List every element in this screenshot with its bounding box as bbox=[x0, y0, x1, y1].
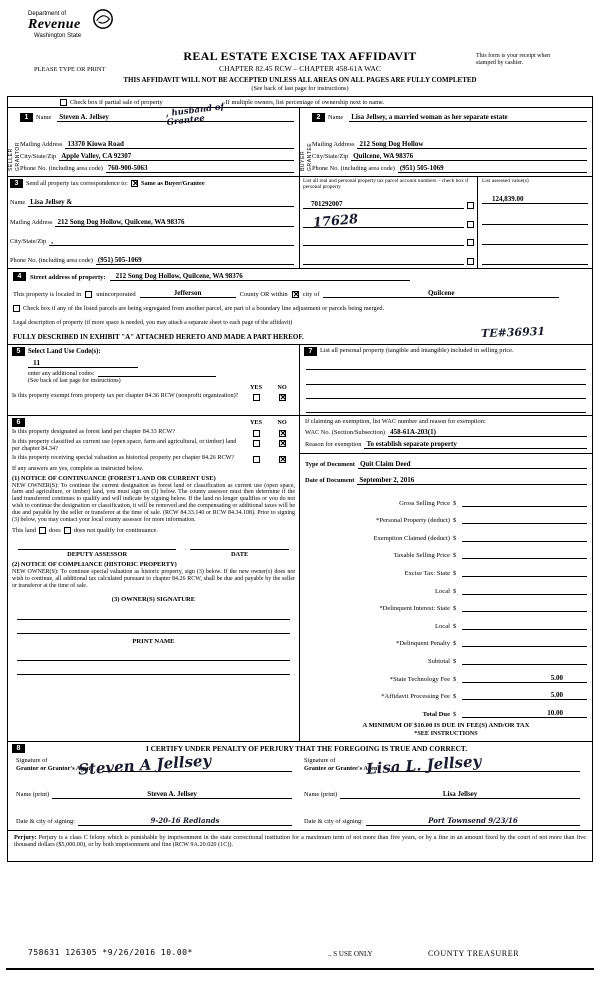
buyer-phone-value[interactable]: (951) 505-1069 bbox=[398, 164, 587, 173]
affidavit-form bbox=[7, 96, 593, 862]
buyer-name-value[interactable]: Lisa Jellsey, a married woman as her separate estate bbox=[349, 113, 587, 122]
print-name-line-2[interactable] bbox=[17, 661, 290, 675]
bottom-rule bbox=[6, 968, 594, 970]
city-value[interactable]: Quilcene bbox=[323, 289, 559, 298]
fee-row-local-2 bbox=[305, 612, 587, 630]
grantee-signature: Lisa L. Jellsey bbox=[365, 751, 482, 779]
section-7-column bbox=[300, 345, 592, 741]
deputy-assessor-signature-line[interactable] bbox=[18, 542, 176, 550]
parcel-4-personal-checkbox[interactable] bbox=[467, 258, 474, 265]
seller-side-label bbox=[8, 108, 20, 176]
street-address-value[interactable]: 212 Song Dog Hollow, Quilcene, WA 98376 bbox=[110, 272, 410, 281]
buyer-name-label: Name bbox=[328, 114, 344, 121]
perjury-text: Perjury is a class C felony which is punishable by imprisonment in the state correctional institution for a maximum term of not more than five years, or by a fine in an amount fixed by the court of not more than five thousand dollars ($5,000.00), or by both imprisonment and fine (RCW 9A.20.020 (1C)). bbox=[14, 834, 587, 849]
dollar-sign: $ bbox=[453, 552, 457, 560]
fee-label: Local bbox=[434, 622, 450, 630]
section-6-designations bbox=[8, 415, 299, 741]
receipt-note: This form is your receipt when stamped by cashier. bbox=[476, 53, 551, 66]
fee-row-delinquent-interest-state bbox=[305, 595, 587, 613]
partial-sale-checkbox[interactable] bbox=[60, 99, 67, 106]
land-does-not-checkbox[interactable] bbox=[64, 527, 71, 534]
tax-correspondence-block bbox=[8, 177, 300, 268]
fee-row-delinquent-penalty bbox=[305, 630, 587, 648]
grantor-signature: Steven A Jellsey bbox=[77, 751, 212, 779]
fee-value[interactable] bbox=[462, 515, 587, 524]
yes-header: YES bbox=[249, 384, 263, 391]
parcel-numbers-column bbox=[300, 177, 478, 268]
parcel-row-2 bbox=[303, 209, 474, 231]
certify-statement: I CERTIFY UNDER PENALTY OF PERJURY THAT THE FOREGOING IS TRUE AND CORRECT. bbox=[145, 744, 468, 753]
located-in-label: This property is located in bbox=[13, 290, 82, 298]
buyer-grantee-block bbox=[300, 108, 592, 176]
grantee-signature-block bbox=[300, 753, 588, 828]
assessed-1-value[interactable]: 124,839.00 bbox=[482, 195, 588, 204]
additional-codes-line[interactable] bbox=[98, 370, 216, 377]
notice-continuance-title: (1) NOTICE OF CONTINUANCE (FOREST LAND OR CURRENT USE) bbox=[12, 474, 216, 482]
corr-city-label: City/State/Zip bbox=[10, 237, 47, 245]
fee-value[interactable] bbox=[462, 498, 587, 507]
section-3-row bbox=[8, 177, 592, 269]
grantor-name-print-label: Name (print) bbox=[16, 791, 50, 798]
grantee-word: GRANTEE bbox=[306, 142, 313, 171]
if-yes-note: If any answers are yes, complete as instructed below. bbox=[12, 464, 144, 472]
corr-phone-value[interactable]: (951) 505-1069 bbox=[96, 256, 294, 265]
dollar-sign: $ bbox=[453, 570, 457, 578]
additional-codes-label: enter any additional codes: bbox=[28, 370, 95, 377]
print-name-line-1[interactable] bbox=[17, 647, 290, 661]
grantee-name-print-label: Name (print) bbox=[304, 791, 338, 798]
corr-city-value[interactable]: , bbox=[49, 237, 294, 246]
corr-mailing-label: Mailing Address bbox=[10, 218, 53, 226]
washington-state-label: Washington State bbox=[34, 33, 82, 39]
grantee-signature-of-label: Signature of bbox=[304, 757, 336, 764]
dollar-sign: $ bbox=[453, 587, 457, 595]
corr-name-label: Name bbox=[10, 199, 26, 207]
notice-compliance-title: (2) NOTICE OF COMPLIANCE (HISTORIC PROPERTY) bbox=[12, 561, 177, 569]
segregated-checkbox[interactable] bbox=[13, 305, 20, 312]
fee-value[interactable] bbox=[462, 586, 587, 595]
minimum-due-note: A MINIMUM OF $10.00 IS DUE IN FEE(S) AND/OR TAX bbox=[362, 722, 530, 729]
fee-label: *Delinquent Interest: State bbox=[379, 605, 450, 613]
wac-label: WAC No. (Section/Subsection) bbox=[305, 429, 386, 436]
dollar-sign: $ bbox=[453, 622, 457, 630]
notice-continuance-body: NEW OWNER(S): To continue the current designation as forest land or classification as current use (open space, farm and agriculture, or timber) land, you must sign on (3) below. The county assessor must then determine if the land transferred continues to qualify and will indicate by signing below. If the land no longer qualifies or you do not wish to continue the designation or classification, it will be removed and the compensating or additional taxes will be due and payable by the seller or transferor at the time of sale. (RCW 84.33.140 or RCW 84.34.108). Prior to signing (3) below, you may contact your local county assessor for more information. bbox=[12, 482, 295, 523]
assessed-values-column bbox=[478, 177, 592, 268]
parcel-row-3 bbox=[303, 228, 474, 247]
dollar-sign: $ bbox=[453, 693, 457, 701]
buyer-city-label: City/State/Zip bbox=[312, 153, 349, 160]
fee-value[interactable] bbox=[462, 621, 587, 630]
land-qualify-row bbox=[12, 527, 295, 534]
fee-label: Taxable Selling Price bbox=[393, 552, 450, 560]
fee-label: Excise Tax: State bbox=[404, 570, 450, 578]
fee-value[interactable]: 5.00 bbox=[462, 674, 587, 683]
land-use-code-value[interactable]: 11 bbox=[28, 358, 138, 368]
grantee-date-city-label: Date & city of signing: bbox=[304, 818, 363, 825]
grantee-date-city-value[interactable]: Port Townsend 9/23/16 bbox=[366, 817, 580, 826]
seller-city-label: City/State/Zip bbox=[20, 153, 57, 160]
section-4-row bbox=[8, 269, 592, 345]
section-5-land-use bbox=[8, 345, 299, 415]
reason-label: Reason for exemption bbox=[305, 441, 362, 448]
fee-row-subtotal bbox=[305, 647, 587, 665]
parcel-row-4 bbox=[303, 246, 474, 265]
fee-row-exemption-claimed bbox=[305, 524, 587, 542]
parcel-2-personal-checkbox[interactable] bbox=[467, 221, 474, 228]
section-5-number: 5 bbox=[12, 347, 25, 356]
current-use-question-row bbox=[12, 439, 295, 453]
perjury-lead: Perjury: bbox=[14, 834, 37, 841]
section-7-number: 7 bbox=[304, 347, 317, 356]
historic-yes-checkbox[interactable] bbox=[253, 456, 260, 463]
grantor-signature-line[interactable] bbox=[77, 751, 292, 779]
dept-of-label: Department of bbox=[28, 11, 67, 17]
forest-yes-checkbox[interactable] bbox=[253, 430, 260, 437]
notice-compliance-body: NEW OWNER(S): To continue special valuation as historic property, sign (3) below. If the new owner(s) does not wish to continue, all additional tax calculated pursuant to chapter 84.26 RCW, shall be due and payable by the seller or transferor at the time of sale. bbox=[12, 569, 295, 589]
buyer-city-value[interactable]: Quilcene, WA 98376 bbox=[351, 152, 587, 161]
fee-value[interactable]: 5.00 bbox=[462, 691, 587, 700]
revenue-label: Revenue bbox=[28, 17, 81, 32]
does-label: does bbox=[48, 527, 61, 535]
personal-property-line-3[interactable] bbox=[306, 388, 586, 399]
current-use-question: Is this property classified as current use (open space, farm and agricultural, or timber) land per chapter 84.34? bbox=[12, 438, 237, 452]
seller-phone-label: Phone No. (including area code) bbox=[20, 165, 103, 172]
see-back-instructions-note: (See back of last page for instructions) bbox=[28, 378, 121, 384]
parcel-1-personal-checkbox[interactable] bbox=[467, 202, 474, 209]
see-instructions-note: *SEE INSTRUCTIONS bbox=[414, 730, 478, 737]
current-use-no-checkbox[interactable] bbox=[279, 440, 286, 447]
personal-property-label: List all personal property (tangible and intangible) included in selling price. bbox=[320, 347, 514, 354]
dollar-sign: $ bbox=[453, 658, 457, 666]
buyer-phone-label: Phone No. (including area code) bbox=[312, 165, 395, 172]
assessed-2-line[interactable] bbox=[482, 216, 588, 225]
date-of-document-value[interactable]: September 2, 2016 bbox=[357, 476, 587, 485]
legal-description-value: FULLY DESCRIBED IN EXHIBIT "A" ATTACHED HERETO AND MADE A PART HEREOF. bbox=[13, 333, 304, 341]
not-accepted-notice: THIS AFFIDAVIT WILL NOT BE ACCEPTED UNLESS ALL AREAS ON ALL PAGES ARE FULLY COMPLETED bbox=[123, 76, 477, 84]
grantor-word: GRANTOR bbox=[14, 141, 21, 171]
fee-row-gross-selling-price bbox=[305, 489, 587, 507]
perjury-notice bbox=[8, 831, 592, 861]
parcel-numbers-header: List all real and personal property tax parcel account numbers – check box if personal property bbox=[303, 178, 469, 190]
grantor-signature-of-label: Signature of bbox=[16, 757, 48, 764]
forest-question: Is this property designated as forest land per chapter 84.33 RCW? bbox=[12, 428, 176, 435]
grantee-signature-line[interactable] bbox=[365, 751, 580, 779]
forest-question-row bbox=[12, 429, 295, 437]
parcel-1-value[interactable]: 701292007 bbox=[303, 200, 464, 209]
owner-signature-line-2[interactable] bbox=[17, 620, 290, 634]
personal-property-line-4[interactable] bbox=[306, 402, 586, 413]
treasurer-use-only-label: .. S USE ONLY bbox=[328, 950, 373, 958]
fee-value[interactable] bbox=[462, 550, 587, 559]
personal-property-line-1[interactable] bbox=[306, 359, 586, 370]
grantee-name-print-value[interactable]: Lisa Jellsey bbox=[340, 790, 580, 799]
assessed-values-header: List assessed value(s) bbox=[482, 178, 529, 184]
fee-value[interactable] bbox=[462, 656, 587, 665]
forest-no-checkbox[interactable] bbox=[279, 430, 286, 437]
personal-property-block bbox=[300, 345, 592, 415]
fee-label: *Affidavit Processing Fee bbox=[381, 693, 450, 701]
see-back-note: (See back of last page for instructions) bbox=[251, 85, 349, 92]
same-as-buyer-checkbox[interactable] bbox=[131, 180, 138, 187]
wac-value[interactable]: 458-61A-203(1) bbox=[388, 428, 587, 437]
print-name-label: PRINT NAME bbox=[132, 637, 175, 645]
county-value[interactable]: Jefferson bbox=[140, 289, 236, 298]
type-of-document-label: Type of Document bbox=[305, 461, 355, 468]
parcel-2-handwritten: 17628 bbox=[312, 211, 359, 231]
grantee-agent-label: Grantee or Grantee's Agent bbox=[304, 764, 380, 772]
no-header: NO bbox=[277, 384, 287, 391]
no-header-2: NO bbox=[277, 419, 287, 426]
exemption-intro: If claiming an exemption, list WAC number and reason for exemption: bbox=[305, 418, 486, 425]
deputy-date-label: DATE bbox=[230, 551, 249, 559]
county-treasurer-label: COUNTY TREASURER bbox=[428, 949, 520, 958]
document-block bbox=[300, 454, 592, 485]
parcel-4-line[interactable] bbox=[303, 256, 464, 265]
fee-row-taxable-selling-price bbox=[305, 542, 587, 560]
main-columns-row bbox=[8, 345, 592, 742]
this-land-label: This land bbox=[12, 527, 36, 535]
fees-table bbox=[300, 485, 592, 718]
cashier-receipt-stamp: 758631 126305 *9/26/2016 10.00* bbox=[28, 948, 193, 957]
exempt-question-row bbox=[12, 393, 295, 401]
dollar-sign: $ bbox=[453, 517, 457, 525]
fee-row-affidavit-processing-fee bbox=[305, 683, 587, 701]
seller-mailing-label: Mailing Address bbox=[20, 141, 63, 148]
buyer-mailing-label: Mailing Address bbox=[312, 141, 355, 148]
dollar-sign: $ bbox=[453, 675, 457, 683]
reason-value[interactable]: To establish separate property bbox=[364, 440, 587, 449]
land-use-label: Select Land Use Code(s): bbox=[28, 348, 101, 355]
historic-no-checkbox[interactable] bbox=[279, 456, 286, 463]
street-address-label: Street address of property: bbox=[30, 274, 106, 281]
dollar-sign: $ bbox=[453, 605, 457, 613]
unincorporated-label: unincorporated bbox=[96, 290, 136, 298]
dor-logo-icon bbox=[92, 8, 114, 30]
fee-label: Exemption Claimed (deduct) bbox=[373, 534, 450, 542]
type-of-document-value[interactable]: Quit Claim Deed bbox=[358, 460, 587, 469]
seller-name-label: Name bbox=[36, 114, 52, 121]
corr-mailing-value[interactable]: 212 Song Dog Hollow, Quilcene, WA 98376 bbox=[55, 218, 294, 227]
dor-logo bbox=[28, 11, 81, 39]
chapter-label: CHAPTER 82.45 RCW – CHAPTER 458-61A WAC bbox=[219, 64, 381, 73]
corr-phone-label: Phone No. (including area code) bbox=[10, 257, 93, 264]
fee-row-local-1 bbox=[305, 577, 587, 595]
personal-property-line-2[interactable] bbox=[306, 374, 586, 385]
legal-handwritten-note: TE#36931 bbox=[480, 324, 546, 341]
fee-row-excise-tax-state bbox=[305, 559, 587, 577]
dollar-sign: $ bbox=[453, 640, 457, 648]
current-use-yes-checkbox[interactable] bbox=[253, 440, 260, 447]
fee-row-total-due bbox=[305, 700, 587, 718]
partial-sale-label: Check box if partial sale of property bbox=[70, 98, 163, 106]
fee-label: Gross Selling Price bbox=[399, 499, 450, 507]
grantor-name-print-value[interactable]: Steven A. Jellsey bbox=[52, 790, 292, 799]
fee-label: *Delinquent Penalty bbox=[395, 640, 450, 648]
grantor-date-city-label: Date & city of signing: bbox=[16, 818, 75, 825]
grantor-agent-label: Grantor or Grantor's Agent bbox=[16, 764, 93, 772]
exempt-no-checkbox[interactable] bbox=[279, 394, 286, 401]
dollar-sign: $ bbox=[453, 534, 457, 542]
section-6-number: 6 bbox=[12, 418, 25, 427]
deputy-date-line[interactable] bbox=[190, 542, 289, 550]
legal-description-label: Legal description of property (if more space is needed, you may attach a separate sheet to each page of the affidavit) bbox=[13, 319, 293, 326]
dollar-sign: $ bbox=[453, 710, 457, 718]
historic-question-row bbox=[12, 455, 295, 463]
fee-row-state-technology-fee bbox=[305, 665, 587, 683]
same-as-buyer-label: Same as Buyer/Grantee bbox=[140, 180, 205, 187]
seller-word: SELLER bbox=[7, 148, 14, 171]
dollar-sign: $ bbox=[453, 499, 457, 507]
section-4-number: 4 bbox=[13, 272, 26, 281]
seller-name-handwritten: , husband of Grantee bbox=[165, 102, 225, 129]
county-or-within-label: County OR within bbox=[239, 290, 288, 298]
assessed-3-line[interactable] bbox=[482, 236, 588, 245]
fee-label: *State Technology Fee bbox=[389, 675, 450, 683]
corr-name-value[interactable]: Lisa Jellsey & bbox=[28, 198, 294, 207]
send-correspondence-label: Send all property tax correspondence to: bbox=[26, 180, 128, 187]
does-not-label: does not qualify for continuance. bbox=[73, 527, 158, 535]
fee-label: Local bbox=[434, 587, 450, 595]
left-column bbox=[8, 345, 300, 741]
buyer-word: BUYER bbox=[299, 150, 306, 171]
fee-row-personal-property-deduct bbox=[305, 507, 587, 525]
deputy-assessor-row bbox=[12, 542, 295, 558]
seller-city-value[interactable]: Apple Valley, CA 92307 bbox=[59, 152, 294, 161]
section-8-certification bbox=[8, 742, 592, 831]
city-of-checkbox[interactable] bbox=[292, 291, 299, 298]
fee-value[interactable] bbox=[462, 568, 587, 577]
city-of-label: city of bbox=[302, 290, 320, 298]
exempt-question: Is this property exempt from property tax per chapter 84.36 RCW (nonprofit organization)? bbox=[12, 392, 239, 399]
section-8-number: 8 bbox=[12, 744, 25, 753]
date-of-document-label: Date of Document bbox=[305, 477, 355, 484]
form-title: REAL ESTATE EXCISE TAX AFFIDAVIT bbox=[183, 49, 417, 63]
fee-value[interactable] bbox=[462, 603, 587, 612]
seller-mailing-value[interactable]: 13370 Kiowa Road bbox=[65, 140, 294, 149]
buyer-mailing-value[interactable]: 212 Song Dog Hollow bbox=[357, 140, 587, 149]
parcel-2-line[interactable] bbox=[303, 211, 464, 231]
parcel-row-1 bbox=[303, 190, 474, 209]
section-1-number: 1 bbox=[20, 113, 33, 122]
fee-value[interactable] bbox=[462, 533, 587, 542]
fee-value[interactable]: 10.00 bbox=[462, 709, 587, 718]
grantor-signature-block bbox=[12, 753, 300, 828]
parcel-3-personal-checkbox[interactable] bbox=[467, 239, 474, 246]
seller-phone-value[interactable]: 760-900-5063 bbox=[106, 164, 294, 173]
owners-signature-label: (3) OWNER(S) SIGNATURE bbox=[111, 595, 196, 603]
land-does-checkbox[interactable] bbox=[39, 527, 46, 534]
owner-signature-line-1[interactable] bbox=[17, 606, 290, 620]
fee-label: Total Due bbox=[422, 710, 450, 718]
buyer-side-label bbox=[300, 108, 312, 176]
assessed-4-line[interactable] bbox=[482, 256, 588, 265]
fee-label: *Personal Property (deduct) bbox=[376, 517, 450, 525]
historic-question: Is this property receiving special valuation as historical property per chapter 84.26 RCW? bbox=[12, 453, 235, 461]
parcel-3-line[interactable] bbox=[303, 237, 464, 246]
please-type-label: PLEASE TYPE OR PRINT bbox=[34, 66, 106, 73]
fee-value[interactable] bbox=[462, 638, 587, 647]
grantor-date-city-value[interactable]: 9-20-16 Redlands bbox=[78, 817, 292, 826]
segregated-label: Check box if any of the listed parcels are being segregated from another parcel, are part of a boundary line adjustment or parcels being merged. bbox=[23, 305, 385, 312]
deputy-assessor-label: DEPUTY ASSESSOR bbox=[67, 551, 128, 559]
exemption-block bbox=[300, 415, 592, 454]
section-2-number: 2 bbox=[312, 113, 325, 122]
seller-name-value[interactable]: Steven A. Jellsey bbox=[57, 113, 294, 122]
yes-header-2: YES bbox=[249, 419, 263, 426]
section-3-number: 3 bbox=[10, 179, 23, 188]
partial-sale-row bbox=[8, 97, 592, 108]
unincorporated-checkbox[interactable] bbox=[85, 291, 92, 298]
multiple-owners-note: If multiple owners, list percentage of ownership next to name. bbox=[225, 98, 385, 106]
exempt-yes-checkbox[interactable] bbox=[253, 394, 260, 401]
fee-label: Subtotal bbox=[428, 658, 450, 666]
